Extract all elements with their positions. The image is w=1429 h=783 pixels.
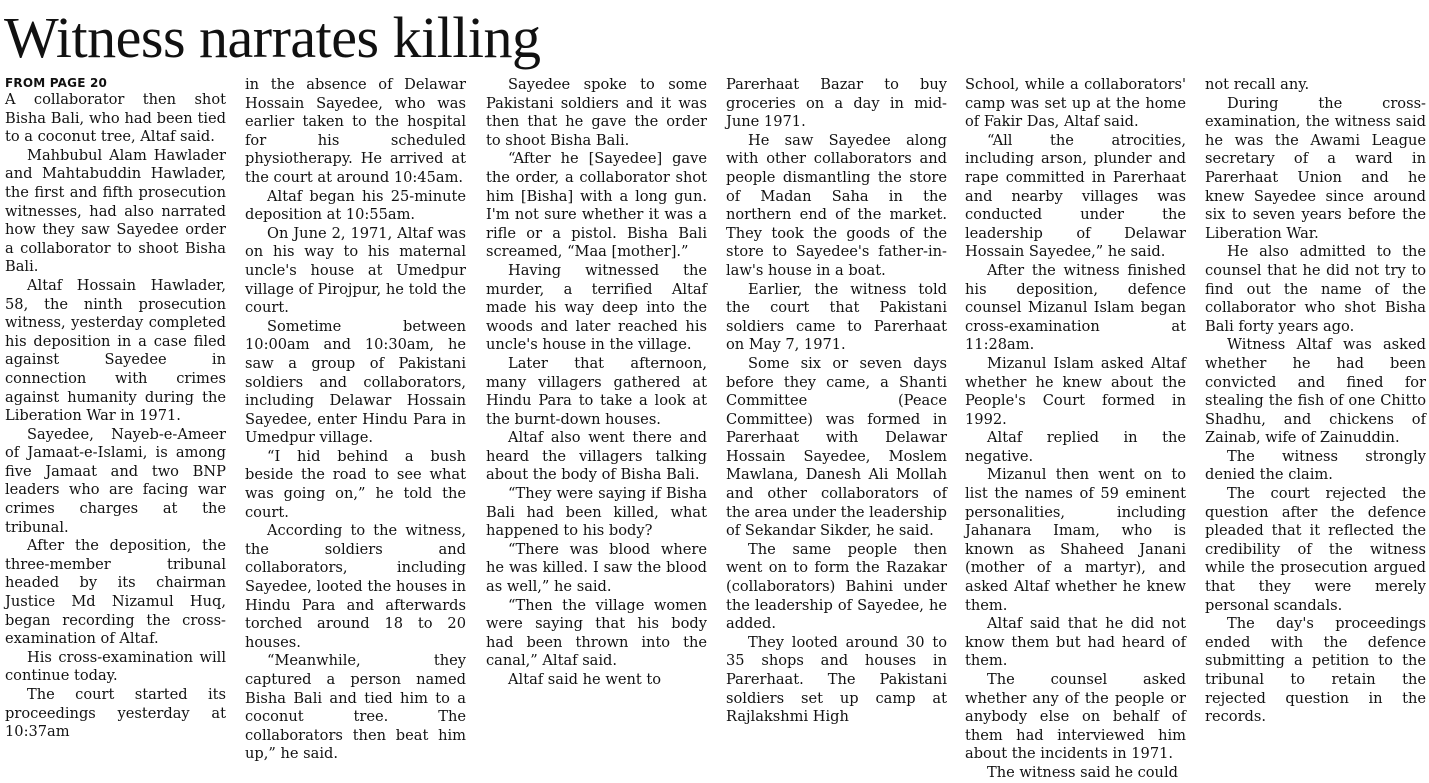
paragraph: Altaf replied in the negative. [965,429,1186,465]
paragraph: Having witnessed the murder, a terrified Altaf made his way deep into the woods and later reached his uncle's house in the village. [486,261,707,354]
paragraph: Sometime between 10:00am and 10:30am, he saw a group of Pakistani soldiers and collaborators, including Delawar Hossain Sayedee, enter Hindu Para in Umedpur village. [245,317,466,447]
paragraph: The day's proceedings ended with the defence submitting a petition to the tribunal to retain the rejected question in the records. [1205,615,1426,726]
paragraph: Altaf Hossain Hawlader, 58, the ninth prosecution witness, yesterday completed his deposition in a case filed against Sayedee in connection with crimes against humanity during the Liberation War in 1971. [5,276,226,425]
paragraph: The same people then went on to form the Razakar (collaborators) Bahini under the leadership of Sayedee, he added. [726,540,947,633]
paragraph: The court started its proceedings yesterday at 10:37am [5,686,226,741]
paragraph: Altaf said he went to [508,671,662,688]
paragraph: He also admitted to the counsel that he did not try to find out the name of the collaborator who shot Bisha Bali forty years ago. [1205,243,1426,335]
paragraph: “They were saying if Bisha Bali had been killed, what happened to his body? [486,485,707,540]
paragraph: “All the atrocities, including arson, plunder and rape committed in Parerhaat and nearby villages was conducted under the leadership of Delawar Hossain Sayedee,” he said. [965,131,1186,261]
paragraph: The witness strongly denied the claim. [1205,447,1426,484]
column-5 [965,76,1186,781]
paragraph: A collaborator then shot Bisha Bali, who had been tied to a coconut tree, Altaf said. [5,91,226,146]
paragraph: He saw Sayedee along with other collaborators and people dismantling the store of Madan Saha in the northern end of the market. They took the goods of the store to Sayedee's father-in-law's house in a boat. [726,131,947,279]
paragraph: “There was blood where he was killed. I saw the blood as well,” he said. [486,540,707,596]
paragraph: not recall any. [1205,76,1310,93]
headline: Witness narrates killing [4,5,541,70]
column-6 [1205,76,1426,726]
page-reference: FROM PAGE 20 [5,76,108,90]
paragraph: Sayedee spoke to some Pakistani soldiers and it was then that he gave the order to shoot Bisha Bali. [486,76,707,149]
paragraph: According to the witness, the soldiers and collaborators, including Sayedee, looted the houses in Hindu Para and afterwards torched around 18 to 20 houses. [245,522,466,651]
paragraph: On June 2, 1971, Altaf was on his way to his maternal uncle's house at Umedpur village of Pirojpur, he told the court. [245,224,466,317]
paragraph: The counsel asked whether any of the people or anybody else on behalf of them had interviewed him about the incidents in 1971. [965,671,1186,763]
paragraph: After the deposition, the three-member tribunal headed by its chairman Justice Md Nizamul Huq, began recording the cross-examination of Altaf. [5,537,226,648]
paragraph: in the absence of Delawar Hossain Sayedee, who was earlier taken to the hospital for his scheduled physiotherapy. He arrived at the court at around 10:45am. [245,76,466,186]
paragraph: “After he [Sayedee] gave the order, a collaborator shot him [Bisha] with a long gun. I'm not sure whether it was a rifle or a pistol. Bisha Bali screamed, “Maa [mother].” [486,150,707,261]
paragraph: Mahbubul Alam Hawlader and Mahtabuddin Hawlader, the first and fifth prosecution witnesses, had also narrated how they saw Sayedee order a collaborator to shoot Bisha Bali. [5,146,226,276]
paragraph: After the witness finished his deposition, defence counsel Mizanul Islam began cross-examination at 11:28am. [965,261,1186,354]
paragraph: Some six or seven days before they came, a Shanti Committee (Peace Committee) was formed in Parerhaat with Delawar Hossain Sayedee, Moslem Mawlana, Danesh Ali Mollah and other collaborators of the area under the leadership of Sekandar Sikder, he said. [726,354,947,540]
paragraph: “I hid behind a bush beside the road to see what was going on,” he told the court. [245,447,466,521]
paragraph: Sayedee, Nayeb-e-Ameer of Jamaat-e-Islami, is among five Jamaat and two BNP leaders who are facing war crimes charges at the tribunal. [5,425,226,536]
paragraph: Altaf began his 25-minute deposition at 10:55am. [245,187,466,224]
paragraph: They looted around 30 to 35 shops and houses in Parerhaat. The Pakistani soldiers set up camp at Rajlakshmi High [726,633,947,726]
article-body [5,76,1426,781]
paragraph: Witness Altaf was asked whether he had been convicted and fined for stealing the fish of one Chitto Shadhu, and chickens of Zainab, wife of Zainuddin. [1205,336,1426,447]
column-3 [486,76,707,696]
paragraph: His cross-examination will continue today. [5,648,226,685]
paragraph: Later that afternoon, many villagers gathered at Hindu Para to take a look at the burnt-down houses. [486,354,707,428]
column-1 [5,76,226,741]
paragraph: School, while a collaborators' camp was set up at the home of Fakir Das, Altaf said. [965,76,1186,131]
paragraph: The witness said he could [987,763,1178,781]
paragraph: During the cross-examination, the witness said he was the Awami League secretary of a ward in Parerhaat Union and he knew Sayedee since around six to seven years before the Liberation War. [1205,94,1426,242]
paragraph: Mizanul then went on to list the names of 59 eminent personalities, including Jahanara Imam, who is known as Shaheed Janani (mother of a martyr), and asked Altaf whether he knew them. [965,466,1186,614]
paragraph: “Meanwhile, they captured a person named Bisha Bali and tied him to a coconut tree. The collaborators then beat him up,” he said. [245,652,466,763]
paragraph: Parerhaat Bazar to buy groceries on a day in mid-June 1971. [726,76,947,131]
column-2 [245,76,466,763]
paragraph: Altaf said that he did not know them but had heard of them. [965,615,1186,670]
paragraph: Altaf also went there and heard the villagers talking about the body of Bisha Bali. [486,429,707,484]
paragraph: The court rejected the question after the defence pleaded that it reflected the credibility of the witness while the prosecution argued that they were merely personal scandals. [1205,485,1426,614]
paragraph: “Then the village women were saying that his body had been thrown into the canal,” Altaf said. [486,596,707,670]
paragraph: Earlier, the witness told the court that Pakistani soldiers came to Parerhaat on May 7, 1971. [726,280,947,354]
paragraph: Mizanul Islam asked Altaf whether he knew about the People's Court formed in 1992. [965,354,1186,428]
column-4 [726,76,947,726]
